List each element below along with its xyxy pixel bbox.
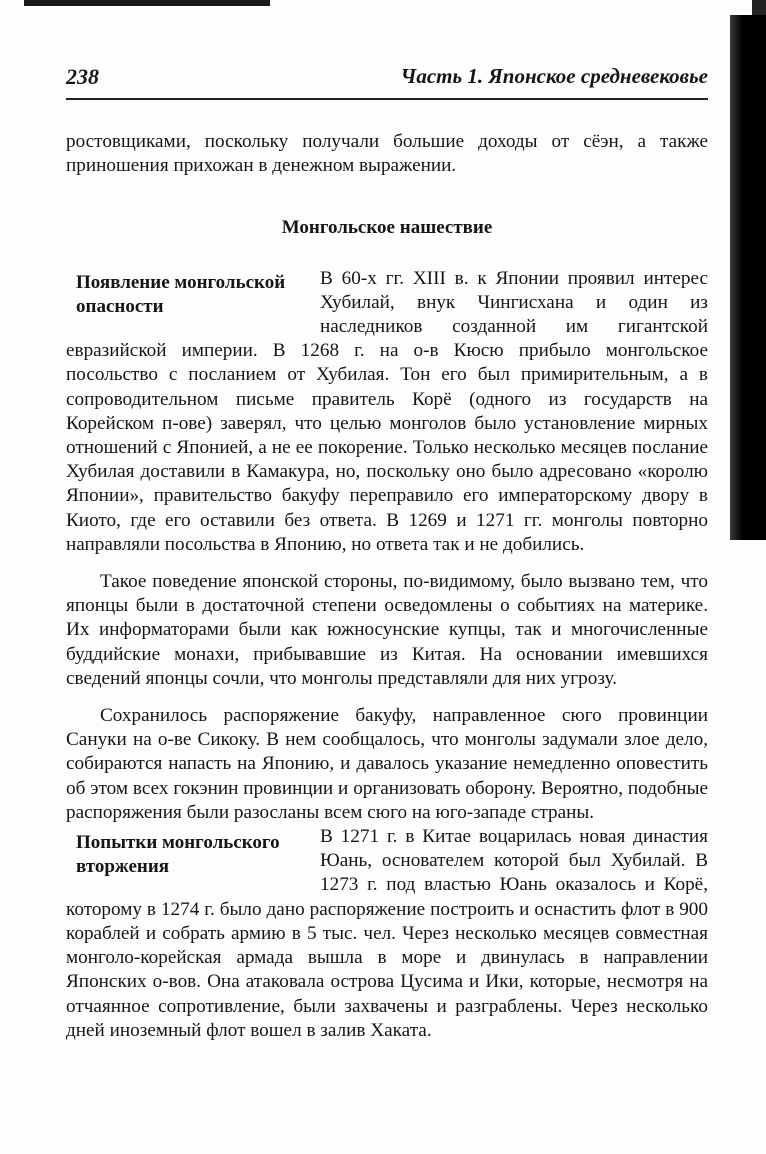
header-rule xyxy=(66,98,708,100)
scan-top-rule xyxy=(24,0,270,6)
scan-edge-shadow xyxy=(730,15,766,540)
running-title: Часть 1. Японское средневековье xyxy=(400,64,708,88)
page-body xyxy=(66,130,708,1043)
section-title: Монгольское нашествие xyxy=(281,217,493,239)
side-heading-1: Появление монгольской опасности xyxy=(76,271,286,317)
paragraph-3: Сохранилось распоряжение бакуфу, направленное сюго провинции Сануки на о-ве Сикоку. В нем сообщалось, что монголы задумали злое дело, собираются напасть на Японию, и давалось указание немедленно оповестить об этом всех гокэнин провинции и организовать оборону. Вероятно, подобные распоряжения были разосланы всем сюго на юго-западе страны. xyxy=(66,705,708,823)
paragraph-4: В 1271 г. в Китае воцарилась новая династия Юань, основателем которой был Хубилай. В 1273 г. под властью Юань оказалось и Корё, которому в 1274 г. было дано распоряжение построить и оснастить флот в 900 кораблей и собрать армию в 5 тыс. чел. Через несколько месяцев совместная монголо-корейская армада вышла в море и двинулась в направлении Японских о-вов. Она атаковала острова Цусима и Ики, которые, несмотря на отчаянное сопротивление, были захвачены и разграблены. Через несколько дней иноземный флот вошел в залив Хаката. xyxy=(66,826,708,1041)
page-header xyxy=(66,64,708,96)
paragraph-2: Такое поведение японской стороны, по-видимому, было вызвано тем, что японцы были в достаточной степени осведомлены о событиях на материке. Их информаторами были как южносунские купцы, так и многочисленные буддийские монахи, прибывавшие из Китая. На основании имевшихся сведений японцы сочли, что монголы представляли для них угрозу. xyxy=(66,571,708,689)
side-heading-2: Попытки монгольского вторжения xyxy=(76,832,280,878)
page-number: 238 xyxy=(66,64,99,89)
paragraph-1: В 60-х гг. XIII в. к Японии проявил интерес Хубилай, внук Чингисхана и один из наследников созданной им гигантской евразийской империи. В 1268 г. на о-в Кюсю прибыло монгольское посольство с посланием от Хубилая. Тон его был примирительным, а в сопроводительном письме правитель Корё (одного из государств на Корейском п-ове) заверял, что целью монголов было установление мирных отношений с Японией, а не ее покорение. Только несколько месяцев послание Хубилая доставили в Камакура, но, поскольку оно было адресовано «королю Японии», правительство бакуфу переправило его императорскому двору в Киото, где его оставили без ответа. В 1269 и 1271 гг. монголы повторно направляли посольства в Японию, но ответа так и не добились. xyxy=(66,267,708,555)
intro-paragraph: ростовщиками, поскольку получали большие доходы от сёэн, а также приношения прихожан в денежном выражении. xyxy=(66,131,708,177)
